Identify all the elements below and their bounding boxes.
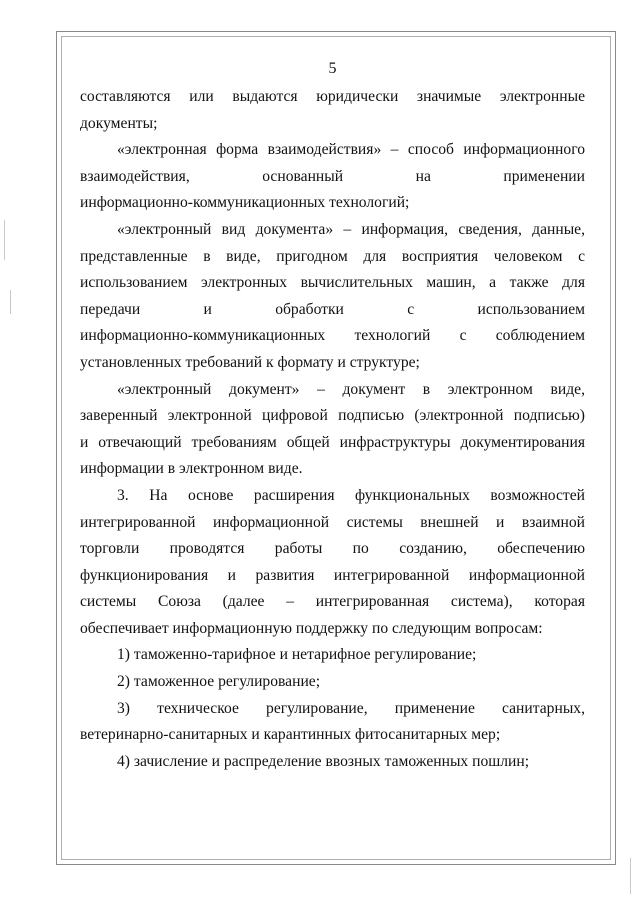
list-item-2: 2) таможенное регулирование; [117,673,321,691]
text-line: интегрированной информационной системы внешней и взаимной [80,513,585,531]
text-line: и отвечающий требованиям общей инфраструктуры документирования [80,433,585,451]
text-line: установленных требований к формату и структуре; [80,353,420,371]
text-line: составляются или выдаются юридически значимые электронные [80,88,585,105]
document-page [80,58,585,775]
scan-mark-left [4,220,5,260]
list-item-4: 4) зачисление и распределение ввозных таможенных пошлин; [117,752,530,770]
scan-mark-right [630,858,631,894]
text-line: функционирования и развития интегрированной информационной [80,566,585,584]
text-line: заверенный электронной цифровой подписью (электронной подписью) [80,407,585,425]
text-line: «электронный документ» – документ в электронном виде, [117,380,585,398]
text-line: взаимодействия, основанный на применении [80,167,585,185]
text-line: информации в электронном виде. [80,460,303,478]
scan-mark-left-2 [10,290,11,314]
text-line: системы Союза (далее – интегрированная система), которая [80,593,585,611]
paragraph-electronic-document [80,377,585,483]
paragraph-electronic-view [80,217,585,377]
text-line: документы; [80,114,158,132]
paragraph-section-3 [80,483,585,643]
list-item-3 [80,696,585,749]
text-line: представленные в виде, пригодном для восприятия человеком с [80,247,585,265]
paragraph-continuation [80,84,585,137]
text-line: «электронный вид документа» – информация, сведения, данные, [117,220,585,238]
text-line: обеспечивает информационную поддержку по следующим вопросам: [80,619,543,637]
text-line: «электронная форма взаимодействия» – способ информационного [117,141,585,159]
text-line: передачи и обработки с использованием [80,300,585,318]
text-line: торговли проводятся работы по созданию, обеспечению [80,540,585,558]
text-line: ветеринарно-санитарных и карантинных фитосанитарных мер; [80,726,501,744]
list-item-1: 1) таможенно-тарифное и нетарифное регулирование; [117,646,477,664]
text-line: 3) техническое регулирование, применение санитарных, [117,699,585,717]
text-line: информационно-коммуникационных технологий; [80,194,410,212]
text-line: использованием электронных вычислительных машин, а также для [80,274,585,292]
text-line: информационно-коммуникационных технологий с соблюдением [80,327,585,345]
page-number: 5 [328,60,337,77]
text-line: 3. На основе расширения функциональных возможностей [117,486,585,504]
paragraph-electronic-form [80,137,585,217]
